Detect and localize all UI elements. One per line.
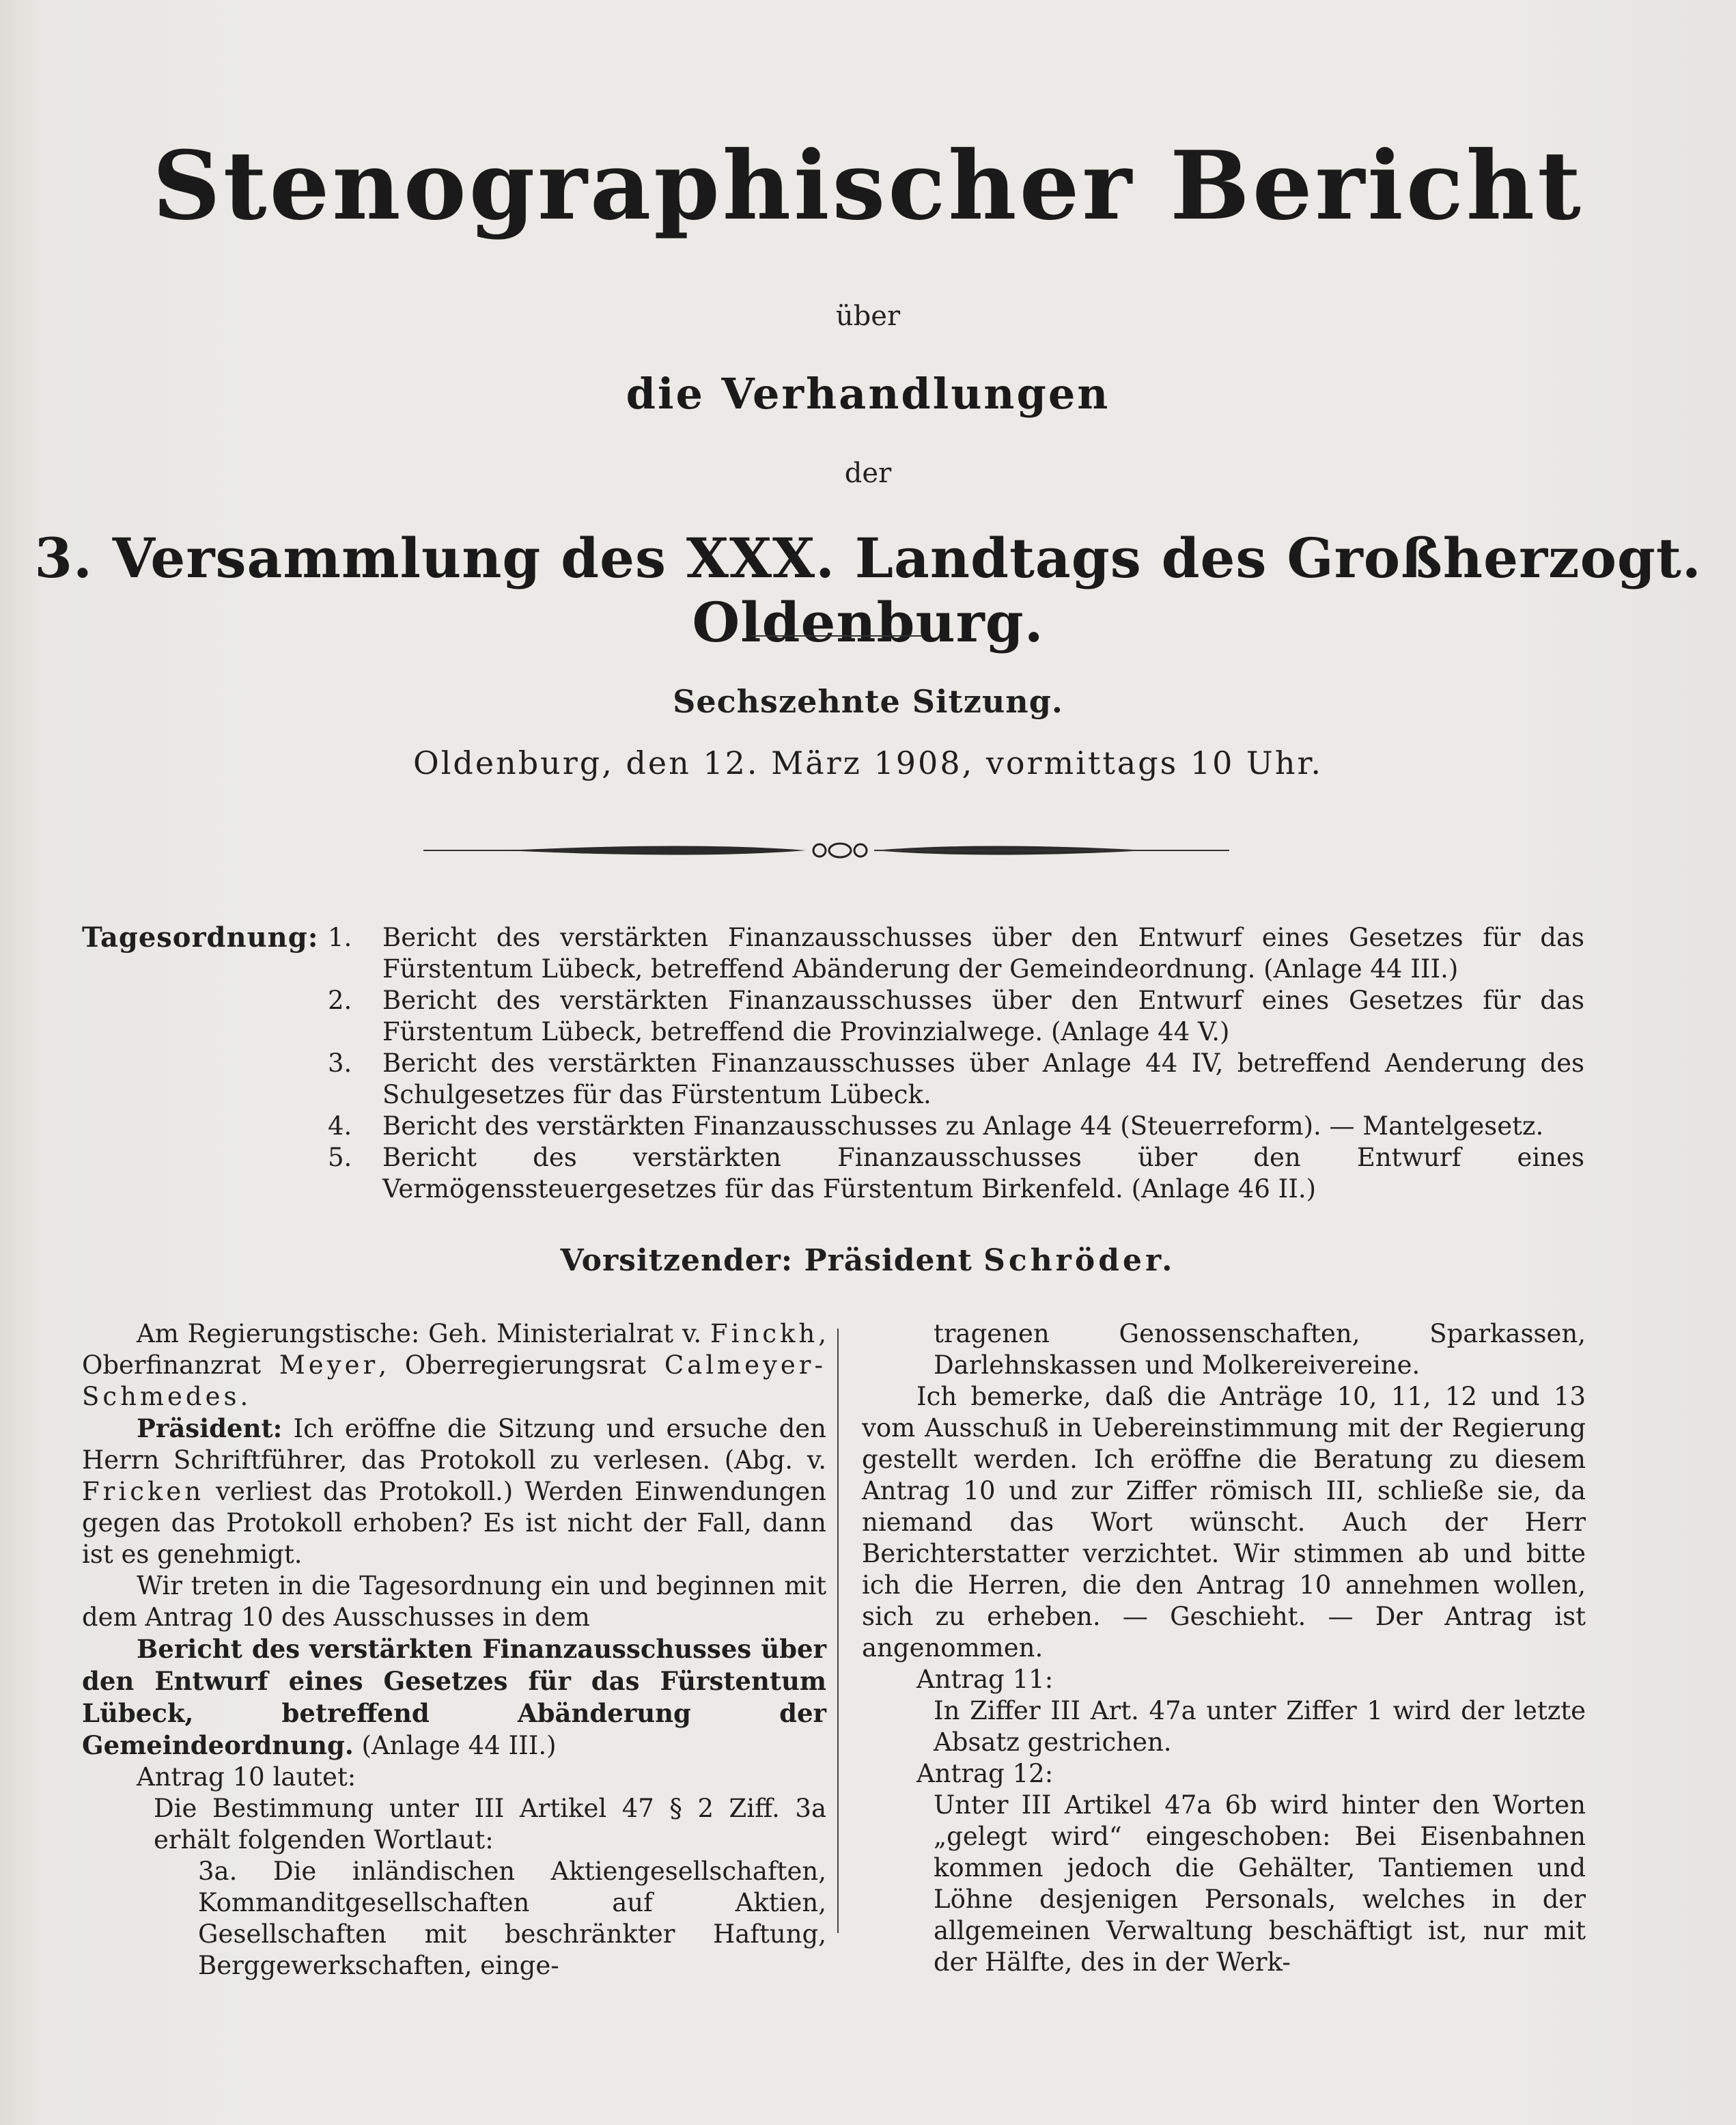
title-line-der: der <box>844 458 892 489</box>
motion-text: In Ziffer III Art. 47a unter Ziffer 1 wird der letzte Absatz gestrichen. <box>934 1696 1586 1757</box>
agenda-item-text: Bericht des verstärkten Finanzausschusses über den Entwurf eines Gesetzes für das Fürstentum Lübeck, betreffend die Provinzialwege. (Anlage 44 V.) <box>382 986 1584 1046</box>
agenda-item <box>328 985 1584 1048</box>
agenda-item <box>328 922 1584 985</box>
column-divider <box>837 1329 839 1933</box>
report-heading-paragraph <box>82 1633 826 1762</box>
text-span: . <box>240 1382 249 1411</box>
motion-text: Unter III Artikel 47a 6b wird hinter den Worten „gelegt wird“ eingeschoben: Bei Eisenbahnen kommen jedoch die Gehälter, Tantiemen und Löhne desjenigen Personals, welches in der allgemeinen Verwaltung beschäftigt ist, nur mit der Hälfte, des in der Werk- <box>934 1790 1586 1977</box>
agenda-list <box>328 922 1584 1205</box>
assembly-title: 3. Versammlung des XXX. Landtags des Großherzogt. Oldenburg. <box>34 526 1702 654</box>
agenda-item-text: Bericht des verstärkten Finanzausschusses über Anlage 44 IV, betreffend Aenderung des Schulgesetzes für das Fürstentum Lübeck. <box>382 1048 1584 1109</box>
person-name: Calmeyer-Schmedes <box>82 1350 827 1411</box>
motion-text: 3a. Die inländischen Aktiengesellschaften, Kommanditgesellschaften auf Aktien, Gesellschaften mit beschränkter Haftung, Berggewerkschaften, einge- <box>198 1857 826 1980</box>
agenda-item-number: 4. <box>328 1111 352 1141</box>
speaker-label: Präsident: <box>137 1413 283 1443</box>
session-heading: Sechszehnte Sitzung. <box>673 683 1063 720</box>
session-dateline: Oldenburg, den 12. März 1908, vormittags 10 Uhr. <box>412 745 1324 781</box>
agenda-item-text: Bericht des verstärkten Finanzausschusses über den Entwurf eines Vermögenssteuergesetzes für das Fürstentum Birkenfeld. (Anlage 46 II.) <box>382 1143 1584 1204</box>
text-span: (Anlage 44 III.) <box>353 1731 557 1760</box>
agenda-item-number: 1. <box>328 923 352 952</box>
agenda-item <box>328 1142 1584 1205</box>
text-span: Ich eröffne die Sitzung und ersuche den Herrn Schriftführer, das Protokoll zu verlesen. (Abg. v. <box>82 1414 826 1475</box>
paragraph: Antrag 11: <box>916 1665 1054 1694</box>
text-span: , Oberregierungsrat <box>378 1350 647 1380</box>
paragraph: Antrag 10 lautet: <box>137 1762 356 1792</box>
report-title: Bericht des verstärkten Finanzausschusses über den Entwurf eines Gesetzes für das Fürstentum Lübeck, betreffend Abänderung der Gemeindeordnung. <box>82 1634 826 1760</box>
motion-text: Die Bestimmung unter III Artikel 47 § 2 Ziff. 3a erhält folgenden Wortlaut: <box>154 1794 826 1855</box>
chair-line <box>0 1243 1736 1278</box>
text-span: verliest das Protokoll.) Werden Einwendungen gegen das Protokoll erhoben? Es ist nicht der Fall, dann ist es genehmigt. <box>82 1477 826 1569</box>
title-line-ueber: über <box>835 301 901 332</box>
agenda-item-text: Bericht des verstärkten Finanzausschusses zu Anlage 44 (Steuerreform). — Mantelgesetz. <box>382 1111 1544 1141</box>
motion-text: tragenen Genossenschaften, Sparkassen, Darlehnskassen und Molkereivereine. <box>934 1319 1586 1380</box>
agenda-item-text: Bericht des verstärkten Finanzausschusses über den Entwurf eines Gesetzes für das Fürstentum Lübeck, betreffend Abänderung der Gemeindeordnung. (Anlage 44 III.) <box>382 923 1584 984</box>
title-divider <box>751 635 922 637</box>
agenda-item-number: 5. <box>328 1143 352 1172</box>
title-line-verhandlungen: die Verhandlungen <box>626 369 1110 419</box>
paragraph: Ich bemerke, daß die Anträge 10, 11, 12 und 13 vom Ausschuß in Uebereinstimmung mit der Regierung gestellt werden. Ich eröffne die Beratung zu diesem Antrag 10 und zur Ziffer römisch III, schließe sie, da niemand das Wort wünscht. Auch der Herr Berichterstatter verzichtet. Wir stimmen ab und bitte ich die Herren, die den Antrag 10 annehmen wollen, sich zu erheben. — Geschieht. — Der Antrag ist angenommen. <box>862 1382 1586 1663</box>
person-name: Meyer <box>279 1350 379 1380</box>
agenda-item-number: 2. <box>328 986 352 1015</box>
left-column <box>82 1318 826 1982</box>
person-name: Fricken <box>82 1477 205 1506</box>
agenda-item <box>328 1048 1584 1111</box>
chair-name: Schröder. <box>983 1243 1176 1278</box>
agenda-label: Tagesordnung: <box>82 921 319 954</box>
chair-label: Vorsitzender: Präsident <box>560 1243 972 1278</box>
ornamental-divider <box>423 833 1229 867</box>
paragraph: Wir treten in die Tagesordnung ein und beginnen mit dem Antrag 10 des Ausschusses in dem <box>82 1571 826 1632</box>
person-name: Finckh <box>710 1319 819 1348</box>
document-title: Stenographischer Bericht <box>152 130 1584 241</box>
text-span: , Oberfinanzrat <box>82 1319 827 1380</box>
text-span: Am Regierungstische: Geh. Ministerialrat v. <box>137 1319 702 1348</box>
president-paragraph <box>82 1413 826 1570</box>
agenda-item-number: 3. <box>328 1048 352 1078</box>
right-column <box>862 1318 1586 1978</box>
paragraph: Antrag 12: <box>916 1759 1054 1788</box>
government-bench-paragraph <box>82 1318 826 1413</box>
agenda-item <box>328 1111 1584 1142</box>
